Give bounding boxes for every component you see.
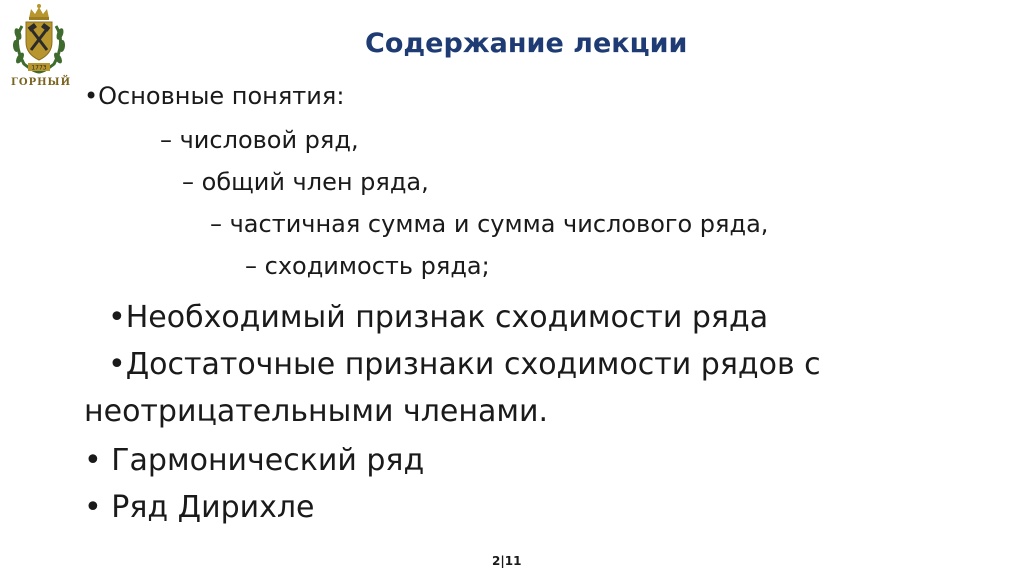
sub-item-convergence: – сходимость ряда;	[245, 252, 490, 280]
university-logo	[4, 2, 74, 94]
logo-text: ГОРНЫЙ	[10, 77, 72, 88]
bullet-necessary-criterion: •Необходимый признак сходимости ряда	[108, 300, 769, 335]
bullet-sufficient-criteria: •Достаточные признаки сходимости рядов с	[108, 347, 821, 382]
logo-year: 1773	[31, 64, 47, 72]
page-number: 2|11	[492, 554, 522, 568]
university-crest-icon	[4, 2, 74, 78]
bullet-dirichlet-series: • Ряд Дирихле	[84, 490, 315, 525]
bullet-basic-concepts: •Основные понятия:	[84, 82, 345, 110]
bullet-sufficient-criteria-cont: неотрицательными членами.	[84, 394, 549, 429]
sub-item-number-series: – числовой ряд,	[160, 126, 359, 154]
sub-item-partial-sum: – частичная сумма и сумма числового ряда,	[210, 210, 769, 238]
sub-item-general-term: – общий член ряда,	[182, 168, 429, 196]
slide-title: Содержание лекции	[365, 28, 688, 59]
bullet-harmonic-series: • Гармонический ряд	[84, 443, 425, 478]
